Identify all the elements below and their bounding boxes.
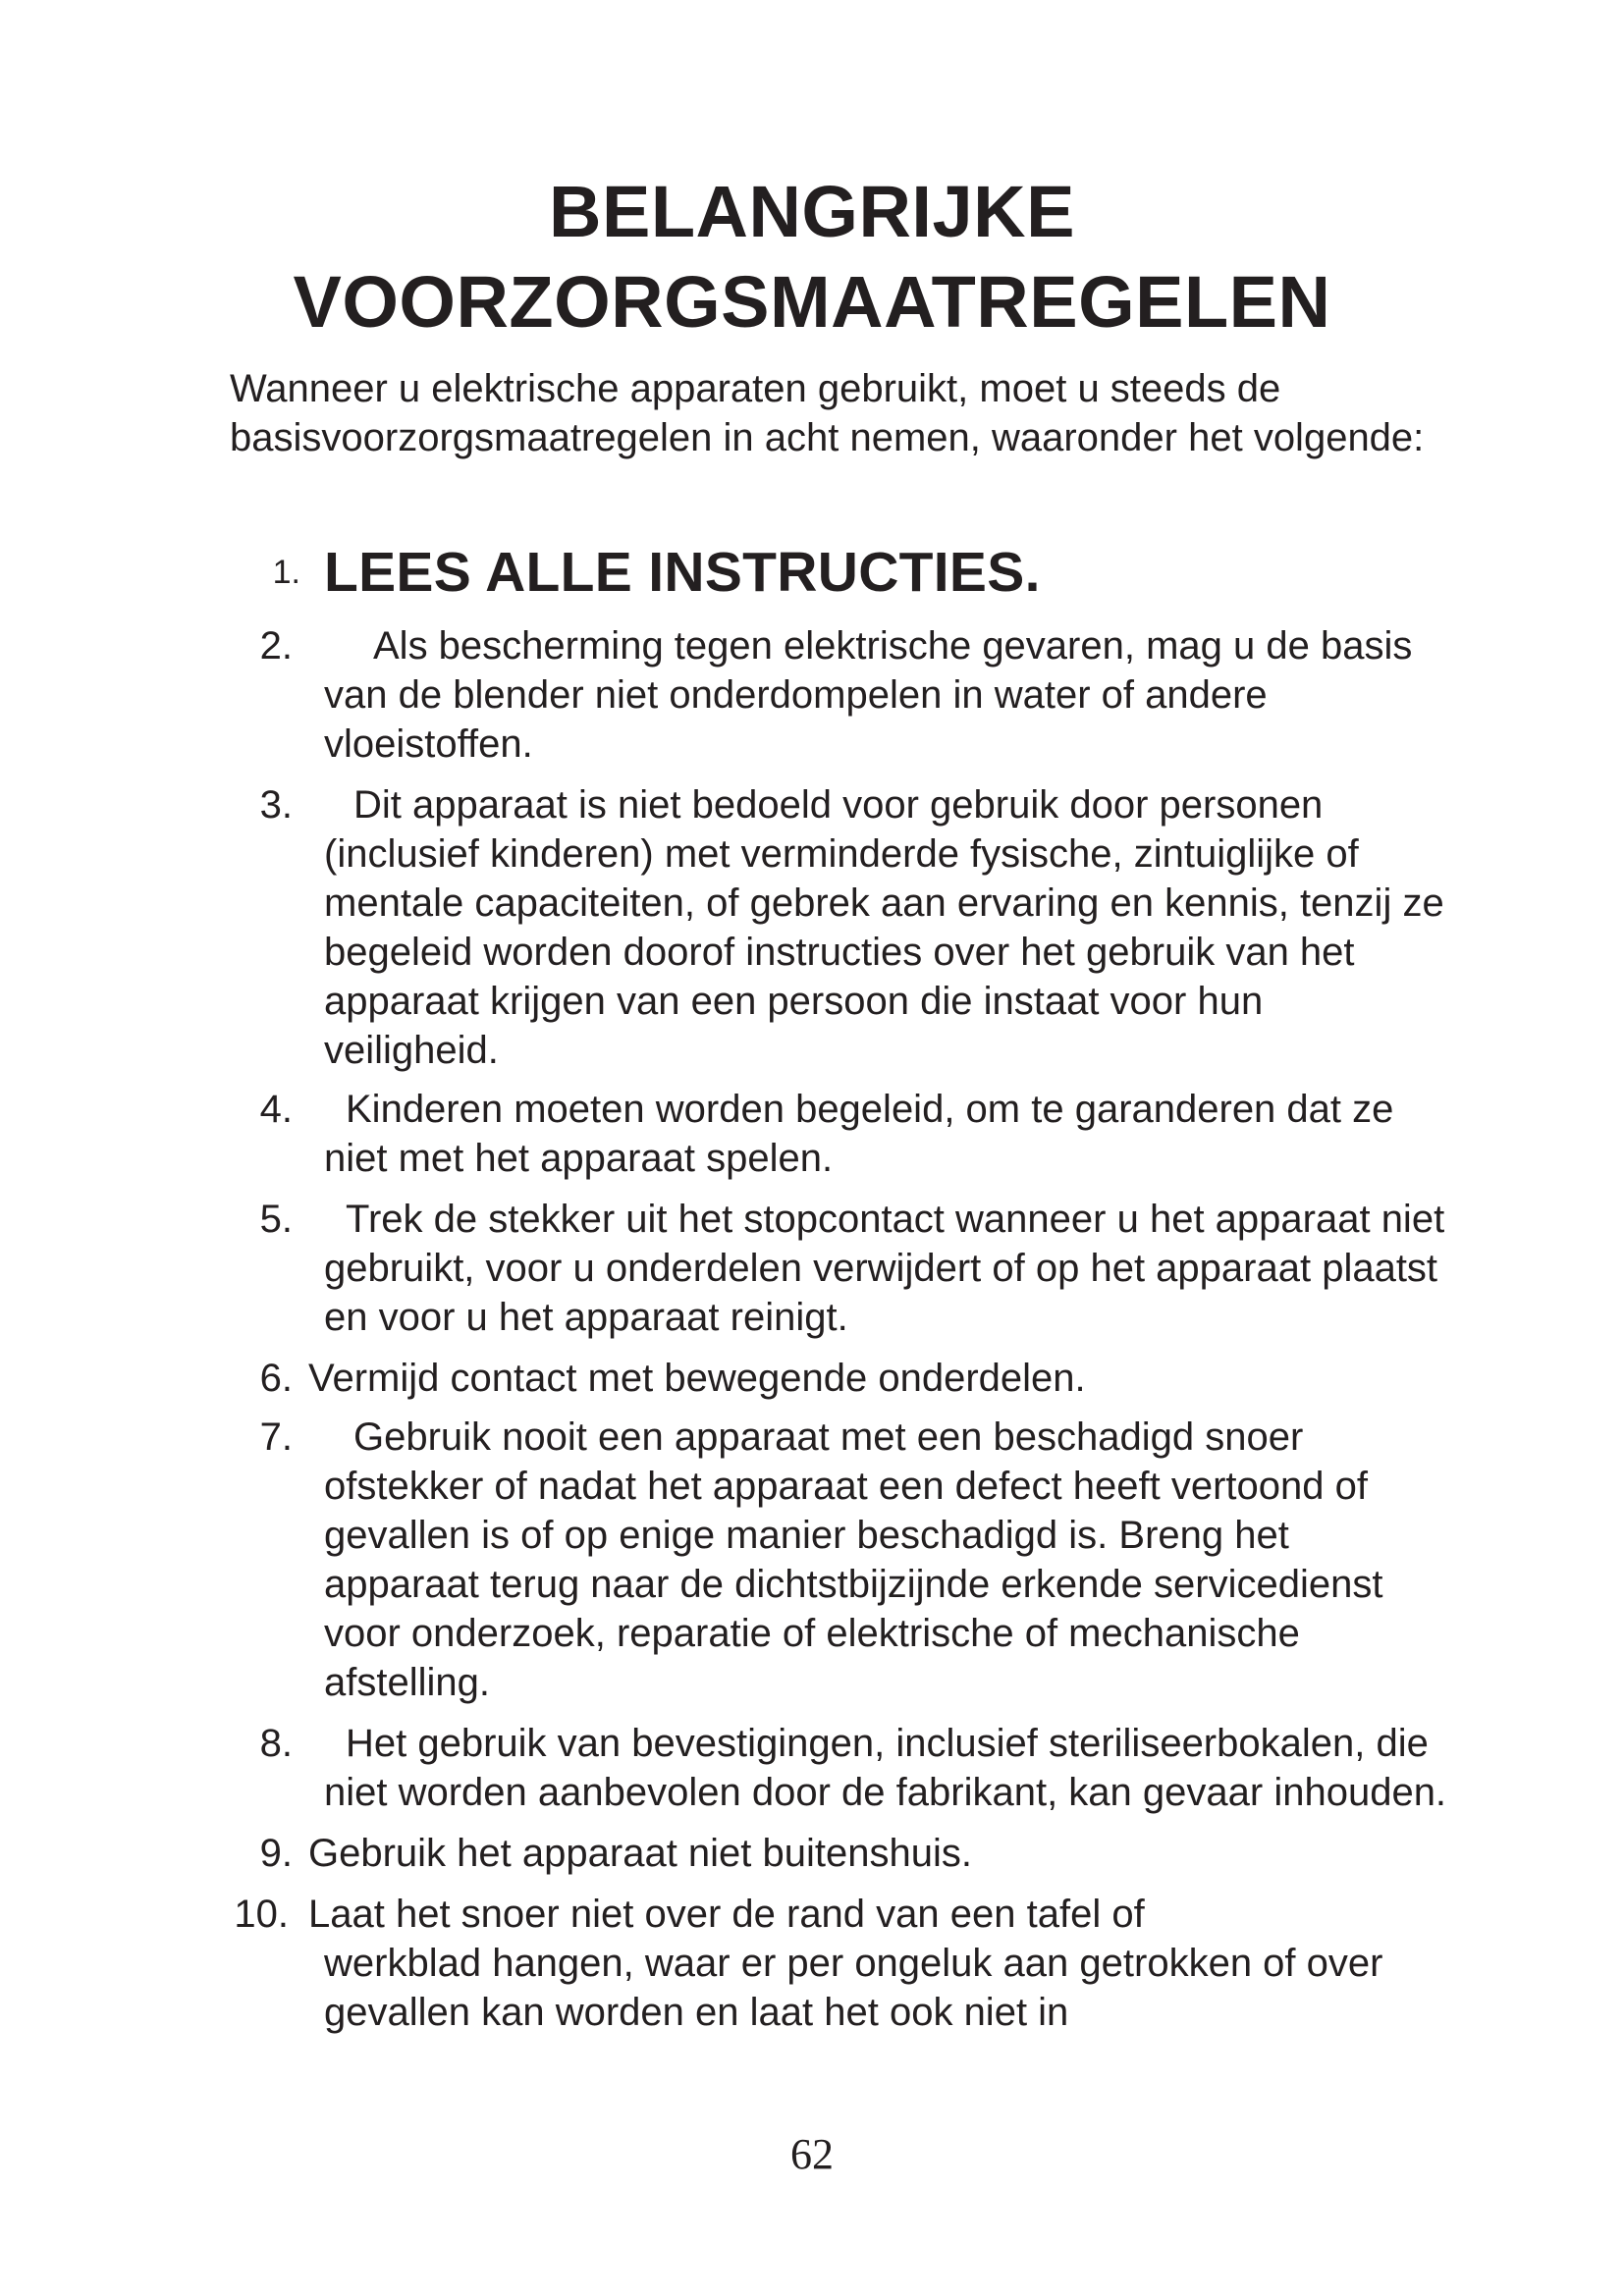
item-number: 3. <box>259 783 293 827</box>
item-number: 6. <box>259 1357 293 1400</box>
item-number: 8. <box>259 1722 293 1765</box>
item-text-continuation: werkblad hangen, waar er per ongeluk aan getrokken of over gevallen kan worden en laat het ook niet in <box>324 1942 1383 2034</box>
item-number: 9. <box>259 1832 293 1875</box>
list-item <box>230 780 1447 1075</box>
item-text: Dit apparaat is niet bedoeld voor gebruik door personen (inclusief kinderen) met verminderde fysische, zintuiglijke of mentale capaciteiten, of gebrek aan ervaring en kennis, tenzij ze begeleid worden doorof instructies over het gebruik van het apparaat krijgen van een persoon die instaat voor hun veiligheid. <box>324 783 1444 1072</box>
precautions-list <box>230 538 1447 2037</box>
item-number: 2. <box>259 624 293 667</box>
item-text-first-line: Laat het snoer niet over de rand van een tafel of <box>308 1893 1145 1936</box>
item-number: 5. <box>259 1198 293 1241</box>
item-number: 10. <box>234 1893 289 1936</box>
list-item <box>230 1085 1447 1183</box>
title-line-1: BELANGRIJKE <box>549 171 1075 252</box>
page-number: 62 <box>790 2130 834 2178</box>
title-line-2: VOORZORGSMAATREGELEN <box>293 261 1331 343</box>
list-item <box>230 1354 1447 1403</box>
item-text: Kinderen moeten worden begeleid, om te garanderen dat ze niet met het apparaat spelen. <box>324 1088 1394 1180</box>
list-item <box>230 1890 1447 2037</box>
item-text: Trek de stekker uit het stopcontact wanneer u het apparaat niet gebruikt, voor u onderdelen verwijdert of op het apparaat plaatst en voor u het apparaat reinigt. <box>324 1198 1445 1339</box>
list-item <box>230 1413 1447 1707</box>
list-item <box>230 1719 1447 1817</box>
list-item <box>230 1195 1447 1342</box>
item-text: Het gebruik van bevestigingen, inclusief steriliseerbokalen, die niet worden aanbevolen door de fabrikant, kan gevaar inhouden. <box>324 1722 1447 1814</box>
item-text: Gebruik nooit een apparaat met een beschadigd snoer ofstekker of nadat het apparaat een defect heeft vertoond of gevallen is of op enige manier beschadigd is. Breng het apparaat terug naar de dichtstbijzijnde erkende servicedienst voor onderzoek, reparatie of elektrische of mechanische afstelling. <box>324 1415 1383 1704</box>
item-text <box>308 1890 1447 2037</box>
intro-paragraph: Wanneer u elektrische apparaten gebruikt, moet u steeds de basisvoorzorgsmaatregelen in acht nemen, waaronder het volgende: <box>230 367 1425 459</box>
list-item <box>230 538 1447 621</box>
item-text: LEES ALLE INSTRUCTIES. <box>324 541 1041 604</box>
item-number: 4. <box>259 1088 293 1131</box>
item-text: Als bescherming tegen elektrische gevaren, mag u de basis van de blender niet onderdompelen in water of andere vloeistoffen. <box>324 624 1413 766</box>
item-number: 1. <box>272 554 300 591</box>
page-title <box>0 167 1624 347</box>
item-text: Gebruik het apparaat niet buitenshuis. <box>308 1832 972 1875</box>
list-item <box>230 1829 1447 1878</box>
list-item <box>230 621 1447 769</box>
item-text: Vermijd contact met bewegende onderdelen. <box>308 1357 1086 1400</box>
item-number: 7. <box>259 1415 293 1459</box>
